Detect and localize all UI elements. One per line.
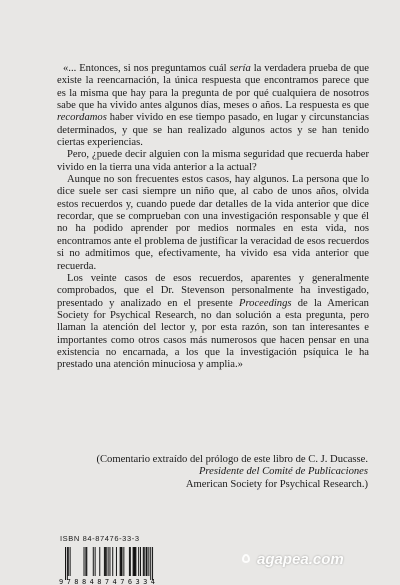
barcode-bar	[134, 547, 135, 576]
paragraph-4	[57, 273, 369, 372]
barcode-bar	[146, 547, 147, 576]
barcode-bar	[93, 547, 94, 576]
barcode-bar	[86, 547, 87, 576]
barcode-bar	[138, 547, 139, 576]
paragraph-1-segment: la verdadera prueba de que existe la reencarnación, la única respuesta que encontramos parece que es la misma que hay para la pregunta de por qué cualquiera de nosotros sabe que ha vivido antes algunos días, meses o años. La respuesta es que	[57, 63, 370, 112]
paragraph-1-segment: haber vivido en ese tiempo pasado, en lugar y circunstancias determinados, y que se han realizado algunos actos y se han tenido ciertas experiencias.	[57, 112, 369, 149]
barcode-bar	[95, 547, 96, 576]
barcode-bar	[140, 547, 141, 576]
paragraph-3	[57, 174, 369, 273]
paragraph-2	[57, 149, 369, 174]
barcode-bar	[108, 547, 109, 576]
watermark-text: agapea.com	[257, 551, 344, 568]
paragraph-3-segment: Aunque no son frecuentes estos casos, hay algunos. La persona que lo dice suele ser casi siempre un niño que, al cabo de unos años, olvida estos recuerdos y, cuando puede dar detalles de la vida anterior que dice recordar, que se comprueban con una investigación responsable y que él no ha podido aprender por medios normales en esta vida, nos encontramos ante el problema de justificar la veracidad de esos recuerdos si no admitimos que, efectivamente, ha vivido esa vida anterior que recuerda.	[57, 174, 369, 272]
barcode-digits: 9788487476334	[59, 578, 155, 585]
barcode-bar	[135, 547, 136, 576]
isbn-label: ISBN 84-87476-33-3	[60, 534, 140, 543]
barcode-bar	[70, 547, 71, 576]
barcode-bar	[68, 547, 69, 576]
barcode-bar	[143, 547, 144, 576]
barcode-graphic	[58, 547, 156, 585]
barcode-bar	[122, 547, 123, 576]
paragraph-4-segment: Proceedings	[238, 297, 292, 309]
barcode-bar	[105, 547, 106, 576]
barcode-bar	[104, 547, 105, 576]
barcode-bar	[120, 547, 121, 576]
paragraph-4-segment: Los veinte casos de esos recuerdos, aparentes y generalmente comprobados, que el Dr. Stevenson personalmente ha investigado, presentado y analizado en el presente	[57, 272, 369, 309]
agapea-logo-icon	[240, 553, 254, 567]
barcode-bar	[144, 547, 145, 576]
barcode-bar	[112, 547, 113, 576]
credit-line-3: American Society for Psychical Research.)	[185, 478, 368, 490]
paragraph-1-segment: recordamos	[57, 112, 107, 124]
barcode-bar	[133, 547, 134, 576]
barcode-bar	[152, 547, 153, 580]
barcode-bar	[116, 547, 117, 576]
credit-line-1: (Comentario extraído del prólogo de este libro de C. J. Ducasse.	[96, 454, 368, 465]
barcode-bar	[99, 547, 100, 576]
barcode-bar	[147, 547, 148, 576]
paragraph-2-segment: Pero, ¿puede decir alguien con la misma seguridad que recuerda haber vivido en la tierra una vida anterior a la actual?	[57, 149, 369, 173]
paragraph-1-segment: «... Entonces, si nos preguntamos cuál	[63, 63, 230, 74]
barcode-bar	[150, 547, 151, 580]
barcode-bar	[121, 547, 122, 576]
barcode-bar	[106, 547, 107, 576]
barcode-bar	[134, 547, 135, 576]
watermark	[240, 551, 344, 568]
barcode-bar	[65, 547, 66, 580]
barcode-bar	[84, 547, 85, 576]
barcode-bar	[85, 547, 86, 576]
barcode	[58, 547, 156, 585]
barcode-bar	[109, 547, 110, 576]
barcode-bar	[123, 547, 124, 576]
paragraph-1-segment: sería	[229, 63, 251, 74]
credit-line-2: Presidente del Comité de Publicaciones	[198, 466, 368, 478]
barcode-bar	[130, 547, 131, 576]
back-cover-text	[57, 63, 369, 372]
barcode-bar	[148, 547, 149, 576]
prologue-credit	[68, 454, 368, 491]
barcode-bar	[129, 547, 130, 576]
paragraph-1	[57, 63, 369, 149]
barcode-bar	[67, 547, 68, 580]
paragraph-4-segment: de la American Society for Psychical Research, no dan solución a esta pregunta, pero llaman la atención del lector y, por esta razón, son tan interesantes e importantes como otros casos más numerosos que hacen pensar en una existencia no encarnada, a los que la investigación psíquica le ha prestado una atención minuciosa y amplia.»	[57, 297, 369, 371]
